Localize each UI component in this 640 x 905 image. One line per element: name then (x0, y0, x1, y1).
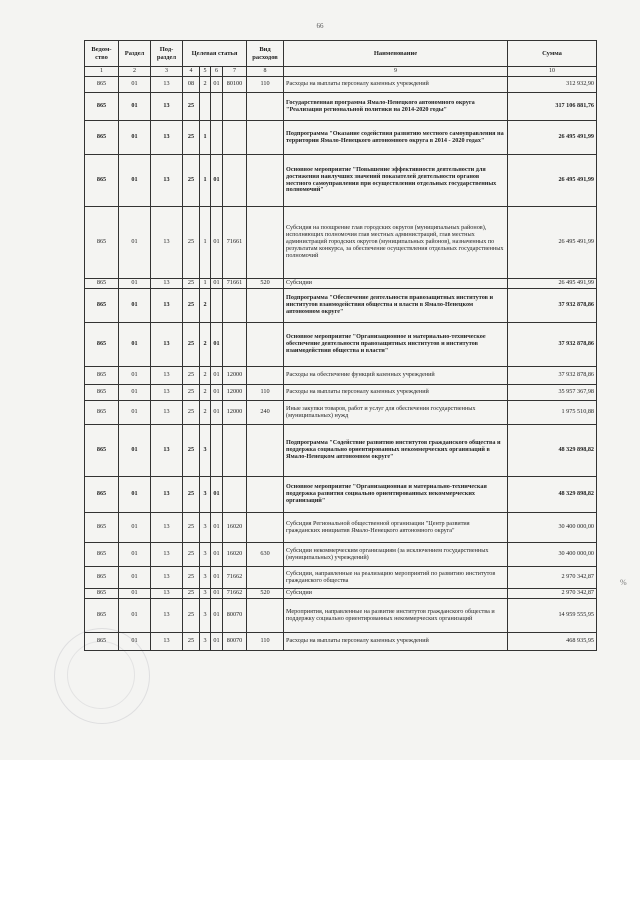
amount-cell: 26 495 491,99 (508, 155, 597, 207)
name-cell: Субсидии (284, 279, 508, 289)
direction-code-cell: 12000 (223, 401, 247, 425)
table-header-row (85, 41, 597, 67)
razdel-cell: 01 (119, 425, 151, 477)
table-row (85, 367, 597, 385)
direction-code-cell: 16020 (223, 513, 247, 543)
razdel-cell: 01 (119, 543, 151, 567)
podrazdel-cell: 13 (151, 543, 183, 567)
column-index-cell: 9 (284, 67, 508, 77)
vedomstvo-cell: 865 (85, 367, 119, 385)
direction-code-cell (223, 155, 247, 207)
subprogram-code-cell: 2 (200, 401, 211, 425)
vedomstvo-cell: 865 (85, 513, 119, 543)
event-code-cell: 01 (211, 633, 223, 651)
subprogram-code-cell: 1 (200, 279, 211, 289)
event-code-cell: 01 (211, 401, 223, 425)
podrazdel-cell: 13 (151, 121, 183, 155)
amount-cell: 26 495 491,99 (508, 279, 597, 289)
razdel-cell: 01 (119, 207, 151, 279)
expense-type-cell (247, 477, 284, 513)
table-row (85, 155, 597, 207)
program-code-cell: 25 (183, 477, 200, 513)
expense-type-cell (247, 513, 284, 543)
column-index-cell: 10 (508, 67, 597, 77)
amount-cell: 37 932 878,86 (508, 367, 597, 385)
expense-type-cell (247, 93, 284, 121)
program-code-cell: 25 (183, 543, 200, 567)
event-code-cell: 01 (211, 279, 223, 289)
table-row (85, 323, 597, 367)
name-cell: Подпрограмма "Оказание содействия развитию местного самоуправления на территории Ямало-Ненецкого автономного округа в 2014 - 2020 годах" (284, 121, 508, 155)
table-row (85, 425, 597, 477)
program-code-cell: 25 (183, 289, 200, 323)
razdel-cell: 01 (119, 155, 151, 207)
program-code-cell: 25 (183, 425, 200, 477)
column-index-cell: 2 (119, 67, 151, 77)
vedomstvo-cell: 865 (85, 401, 119, 425)
header-vedomstvo: Ведом-ство (85, 41, 119, 67)
direction-code-cell (223, 477, 247, 513)
amount-cell: 37 932 878,86 (508, 323, 597, 367)
event-code-cell: 01 (211, 477, 223, 513)
table-row (85, 207, 597, 279)
program-code-cell: 25 (183, 155, 200, 207)
table-row (85, 77, 597, 93)
direction-code-cell: 71661 (223, 207, 247, 279)
vedomstvo-cell: 865 (85, 323, 119, 367)
amount-cell: 48 329 898,82 (508, 425, 597, 477)
name-cell: Субсидии некоммерческим организациям (за исключением государственных (муниципальных) учреждений) (284, 543, 508, 567)
name-cell: Субсидии, направленные на реализацию мероприятий по развитию институтов гражданского общества (284, 567, 508, 589)
vedomstvo-cell: 865 (85, 543, 119, 567)
razdel-cell: 01 (119, 599, 151, 633)
vedomstvo-cell: 865 (85, 425, 119, 477)
expense-type-cell (247, 121, 284, 155)
amount-cell: 37 932 878,86 (508, 289, 597, 323)
razdel-cell: 01 (119, 279, 151, 289)
amount-cell: 48 329 898,82 (508, 477, 597, 513)
expense-type-cell: 110 (247, 385, 284, 401)
podrazdel-cell: 13 (151, 367, 183, 385)
vedomstvo-cell: 865 (85, 633, 119, 651)
page-number: 66 (316, 22, 324, 30)
podrazdel-cell: 13 (151, 599, 183, 633)
vedomstvo-cell: 865 (85, 207, 119, 279)
podrazdel-cell: 13 (151, 425, 183, 477)
column-index-cell: 8 (247, 67, 284, 77)
name-cell: Субсидия Региональной общественной организации "Центр развития гражданских инициатив Ямало-Ненецкого автономного округа" (284, 513, 508, 543)
name-cell: Основное мероприятие "Организационное и материально-техническое обеспечение деятельности правозащитных институтов и институтов взаимодействия общества и власти" (284, 323, 508, 367)
podrazdel-cell: 13 (151, 93, 183, 121)
table-row (85, 279, 597, 289)
name-cell: Субсидия на поощрение глав городских округов (муниципальных районов), исполняющих полномочия глав местных администраций, глав местных администраций городских округов (муниципальных районов), назначенных по результатам конкурса, за обеспечение осуществления отдельных государственных полномочий (284, 207, 508, 279)
podrazdel-cell: 13 (151, 155, 183, 207)
table-row (85, 633, 597, 651)
podrazdel-cell: 13 (151, 589, 183, 599)
header-celevaya-statya: Целевая статья (183, 41, 247, 67)
direction-code-cell: 71662 (223, 567, 247, 589)
direction-code-cell (223, 425, 247, 477)
expense-type-cell (247, 599, 284, 633)
event-code-cell: 01 (211, 77, 223, 93)
expense-type-cell (247, 425, 284, 477)
subprogram-code-cell: 2 (200, 367, 211, 385)
expense-type-cell: 630 (247, 543, 284, 567)
vedomstvo-cell: 865 (85, 599, 119, 633)
vedomstvo-cell: 865 (85, 385, 119, 401)
amount-cell: 26 495 491,99 (508, 207, 597, 279)
program-code-cell: 08 (183, 77, 200, 93)
table-row (85, 385, 597, 401)
subprogram-code-cell: 3 (200, 633, 211, 651)
table-body (85, 77, 597, 651)
program-code-cell: 25 (183, 385, 200, 401)
vedomstvo-cell: 865 (85, 477, 119, 513)
amount-cell: 1 975 510,88 (508, 401, 597, 425)
subprogram-code-cell: 1 (200, 207, 211, 279)
razdel-cell: 01 (119, 401, 151, 425)
expense-type-cell: 240 (247, 401, 284, 425)
name-cell: Государственная программа Ямало-Ненецкого автономного округа "Реализация региональной политики на 2014-2020 годы" (284, 93, 508, 121)
vedomstvo-cell: 865 (85, 567, 119, 589)
header-razdel: Раздел (119, 41, 151, 67)
direction-code-cell (223, 289, 247, 323)
name-cell: Расходы на выплаты персоналу казенных учреждений (284, 77, 508, 93)
amount-cell: 2 970 342,87 (508, 589, 597, 599)
table-row (85, 401, 597, 425)
podrazdel-cell: 13 (151, 401, 183, 425)
direction-code-cell: 16020 (223, 543, 247, 567)
program-code-cell: 25 (183, 401, 200, 425)
program-code-cell: 25 (183, 367, 200, 385)
event-code-cell (211, 425, 223, 477)
expense-type-cell (247, 155, 284, 207)
amount-cell: 30 400 000,00 (508, 543, 597, 567)
event-code-cell: 01 (211, 543, 223, 567)
direction-code-cell: 80070 (223, 599, 247, 633)
program-code-cell: 25 (183, 93, 200, 121)
amount-cell: 312 932,90 (508, 77, 597, 93)
subprogram-code-cell: 1 (200, 155, 211, 207)
program-code-cell: 25 (183, 513, 200, 543)
razdel-cell: 01 (119, 513, 151, 543)
name-cell: Расходы на обеспечение функций казенных учреждений (284, 367, 508, 385)
direction-code-cell (223, 121, 247, 155)
expense-type-cell: 110 (247, 633, 284, 651)
razdel-cell: 01 (119, 289, 151, 323)
razdel-cell: 01 (119, 77, 151, 93)
name-cell: Расходы на выплаты персоналу казенных учреждений (284, 633, 508, 651)
direction-code-cell (223, 323, 247, 367)
name-cell: Подпрограмма "Обеспечение деятельности правозащитных институтов и институтов взаимодействия общества и власти в Ямало-Ненецком автономном округе" (284, 289, 508, 323)
expense-type-cell (247, 323, 284, 367)
name-cell: Иные закупки товаров, работ и услуг для обеспечения государственных (муниципальных) нужд (284, 401, 508, 425)
header-podrazdel: Под-раздел (151, 41, 183, 67)
table-row (85, 121, 597, 155)
direction-code-cell: 71662 (223, 589, 247, 599)
header-vid-rashodov: Вид расходов (247, 41, 284, 67)
event-code-cell (211, 93, 223, 121)
vedomstvo-cell: 865 (85, 589, 119, 599)
name-cell: Подпрограмма "Содействие развитию институтов гражданского общества и поддержка социально ориентированных некоммерческих организаций в Ямало-Ненецком автономном округе" (284, 425, 508, 477)
subprogram-code-cell: 3 (200, 599, 211, 633)
program-code-cell: 25 (183, 633, 200, 651)
program-code-cell: 25 (183, 589, 200, 599)
subprogram-code-cell: 3 (200, 513, 211, 543)
subprogram-code-cell: 3 (200, 425, 211, 477)
table-row (85, 589, 597, 599)
direction-code-cell: 71661 (223, 279, 247, 289)
subprogram-code-cell (200, 93, 211, 121)
razdel-cell: 01 (119, 477, 151, 513)
podrazdel-cell: 13 (151, 77, 183, 93)
table-row (85, 567, 597, 589)
vedomstvo-cell: 865 (85, 155, 119, 207)
razdel-cell: 01 (119, 367, 151, 385)
event-code-cell (211, 121, 223, 155)
event-code-cell: 01 (211, 155, 223, 207)
razdel-cell: 01 (119, 567, 151, 589)
direction-code-cell: 80070 (223, 633, 247, 651)
event-code-cell: 01 (211, 367, 223, 385)
expense-type-cell (247, 367, 284, 385)
podrazdel-cell: 13 (151, 385, 183, 401)
vedomstvo-cell: 865 (85, 289, 119, 323)
table-row (85, 93, 597, 121)
podrazdel-cell: 13 (151, 477, 183, 513)
name-cell: Субсидии (284, 589, 508, 599)
amount-cell: 35 957 367,98 (508, 385, 597, 401)
column-index-cell: 5 (200, 67, 211, 77)
column-index-cell: 7 (223, 67, 247, 77)
razdel-cell: 01 (119, 385, 151, 401)
subprogram-code-cell: 2 (200, 323, 211, 367)
subprogram-code-cell: 3 (200, 589, 211, 599)
subprogram-code-cell: 2 (200, 77, 211, 93)
event-code-cell: 01 (211, 385, 223, 401)
event-code-cell: 01 (211, 513, 223, 543)
podrazdel-cell: 13 (151, 633, 183, 651)
column-index-cell: 6 (211, 67, 223, 77)
razdel-cell: 01 (119, 589, 151, 599)
side-mark: % (620, 578, 627, 587)
name-cell: Расходы на выплаты персоналу казенных учреждений (284, 385, 508, 401)
event-code-cell: 01 (211, 567, 223, 589)
podrazdel-cell: 13 (151, 289, 183, 323)
vedomstvo-cell: 865 (85, 121, 119, 155)
direction-code-cell: 12000 (223, 385, 247, 401)
podrazdel-cell: 13 (151, 323, 183, 367)
expense-type-cell (247, 567, 284, 589)
subprogram-code-cell: 1 (200, 121, 211, 155)
amount-cell: 2 970 342,87 (508, 567, 597, 589)
column-index-cell: 3 (151, 67, 183, 77)
amount-cell: 317 106 881,76 (508, 93, 597, 121)
direction-code-cell (223, 93, 247, 121)
podrazdel-cell: 13 (151, 207, 183, 279)
program-code-cell: 25 (183, 121, 200, 155)
header-naimenovanie: Наименование (284, 41, 508, 67)
name-cell: Мероприятия, направленные на развитие институтов гражданского общества и поддержку социально ориентированных некоммерческих организаций (284, 599, 508, 633)
expense-type-cell (247, 289, 284, 323)
vedomstvo-cell: 865 (85, 93, 119, 121)
vedomstvo-cell: 865 (85, 77, 119, 93)
table-row (85, 477, 597, 513)
razdel-cell: 01 (119, 93, 151, 121)
program-code-cell: 25 (183, 279, 200, 289)
name-cell: Основное мероприятие "Повышение эффективности деятельности для достижения наилучших значений показателей деятельности органов местного самоуправления при осуществлении отдельных государственных полномочий" (284, 155, 508, 207)
expense-type-cell: 110 (247, 77, 284, 93)
direction-code-cell: 80100 (223, 77, 247, 93)
podrazdel-cell: 13 (151, 513, 183, 543)
amount-cell: 26 495 491,99 (508, 121, 597, 155)
subprogram-code-cell: 3 (200, 567, 211, 589)
column-index-cell: 4 (183, 67, 200, 77)
razdel-cell: 01 (119, 633, 151, 651)
expense-type-cell: 520 (247, 279, 284, 289)
table-row (85, 513, 597, 543)
expense-type-cell: 520 (247, 589, 284, 599)
budget-table (84, 40, 597, 651)
subprogram-code-cell: 2 (200, 385, 211, 401)
event-code-cell: 01 (211, 207, 223, 279)
subprogram-code-cell: 2 (200, 289, 211, 323)
event-code-cell: 01 (211, 599, 223, 633)
name-cell: Основное мероприятие "Организационная и материально-техническая поддержка развития социально ориентированных некоммерческих организаций" (284, 477, 508, 513)
event-code-cell: 01 (211, 589, 223, 599)
razdel-cell: 01 (119, 121, 151, 155)
subprogram-code-cell: 3 (200, 543, 211, 567)
direction-code-cell: 12000 (223, 367, 247, 385)
program-code-cell: 25 (183, 567, 200, 589)
podrazdel-cell: 13 (151, 279, 183, 289)
column-index-row (85, 67, 597, 77)
program-code-cell: 25 (183, 323, 200, 367)
expense-type-cell (247, 207, 284, 279)
column-index-cell: 1 (85, 67, 119, 77)
amount-cell: 468 935,95 (508, 633, 597, 651)
header-summa: Сумма (508, 41, 597, 67)
program-code-cell: 25 (183, 599, 200, 633)
event-code-cell: 01 (211, 323, 223, 367)
program-code-cell: 25 (183, 207, 200, 279)
table-row (85, 543, 597, 567)
table-row (85, 599, 597, 633)
table-row (85, 289, 597, 323)
razdel-cell: 01 (119, 323, 151, 367)
event-code-cell (211, 289, 223, 323)
amount-cell: 30 400 000,00 (508, 513, 597, 543)
podrazdel-cell: 13 (151, 567, 183, 589)
vedomstvo-cell: 865 (85, 279, 119, 289)
amount-cell: 14 959 555,95 (508, 599, 597, 633)
subprogram-code-cell: 3 (200, 477, 211, 513)
